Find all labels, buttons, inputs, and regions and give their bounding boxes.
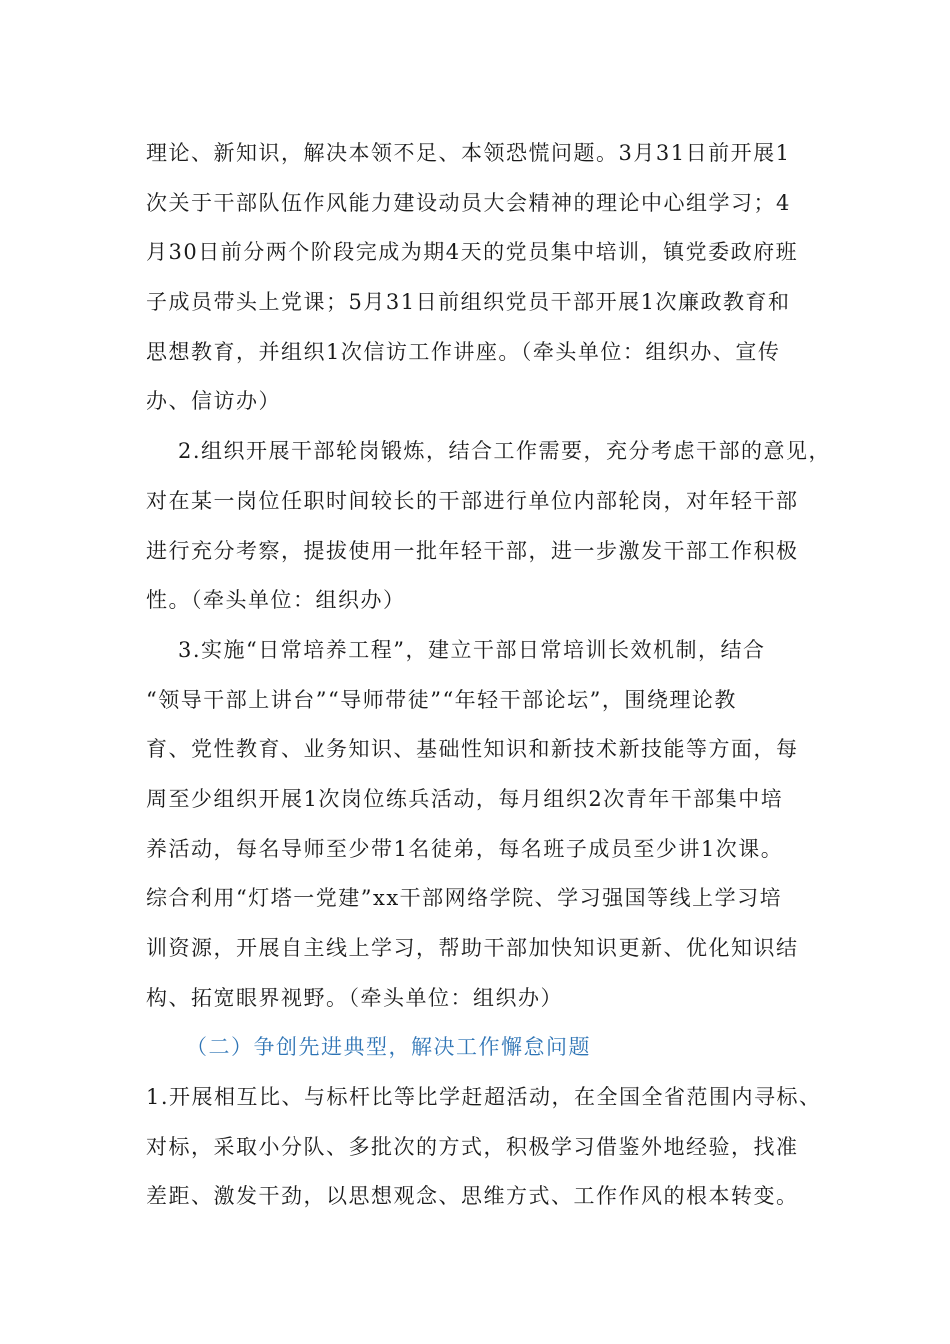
- paragraph-line: 对标，采取小分队、多批次的方式，积极学习借鉴外地经验，找准: [146, 1135, 799, 1159]
- section-heading: （二）争创先进典型，解决工作懈怠问题: [186, 1035, 591, 1059]
- paragraph-line: 周至少组织开展1次岗位练兵活动，每月组织2次青年干部集中培: [146, 787, 784, 811]
- paragraph-line: 养活动，每名导师至少带1名徒弟，每名班子成员至少讲1次课。: [146, 837, 784, 861]
- paragraph-line: 3.实施“日常培养工程”，建立干部日常培训长效机制，结合: [178, 638, 766, 662]
- paragraph-line: 综合利用“灯塔一党建”xx干部网络学院、学习强国等线上学习培: [146, 886, 783, 910]
- paragraph-line: 次关于干部队伍作风能力建设动员大会精神的理论中心组学习；4: [146, 191, 791, 215]
- paragraph-line: 思想教育，并组织1次信访工作讲座。（牵头单位：组织办、宣传: [146, 340, 781, 364]
- paragraph-line: 进行充分考察，提拔使用一批年轻干部，进一步激发干部工作积极: [146, 539, 799, 563]
- paragraph-line: 训资源，开展自主线上学习，帮助干部加快知识更新、优化知识结: [146, 936, 799, 960]
- paragraph-line: “领导干部上讲台”“导师带徒”“年轻干部论坛”，围绕理论教: [146, 688, 737, 712]
- paragraph-line: 1.开展相互比、与标杆比等比学赶超活动，在全国全省范围内寻标、: [146, 1085, 822, 1109]
- paragraph-line: 构、拓宽眼界视野。（牵头单位：组织办）: [146, 986, 563, 1010]
- paragraph-line: 月30日前分两个阶段完成为期4天的党员集中培训，镇党委政府班: [146, 240, 799, 264]
- paragraph-line: 育、党性教育、业务知识、基础性知识和新技术新技能等方面，每: [146, 737, 799, 761]
- paragraph-line: 性。（牵头单位：组织办）: [146, 588, 406, 612]
- paragraph-line: 理论、新知识，解决本领不足、本领恐慌问题。3月31日前开展1: [146, 141, 791, 165]
- paragraph-line: 2.组织开展干部轮岗锻炼，结合工作需要，充分考虑干部的意见，: [178, 439, 832, 463]
- paragraph-line: 办、信访办）: [146, 389, 281, 413]
- paragraph-line: 差距、激发干劲，以思想观念、思维方式、工作作风的根本转变。: [146, 1184, 799, 1208]
- paragraph-line: 子成员带头上党课；5月31日前组织党员干部开展1次廉政教育和: [146, 290, 791, 314]
- paragraph-line: 对在某一岗位任职时间较长的干部进行单位内部轮岗，对年轻干部: [146, 489, 799, 513]
